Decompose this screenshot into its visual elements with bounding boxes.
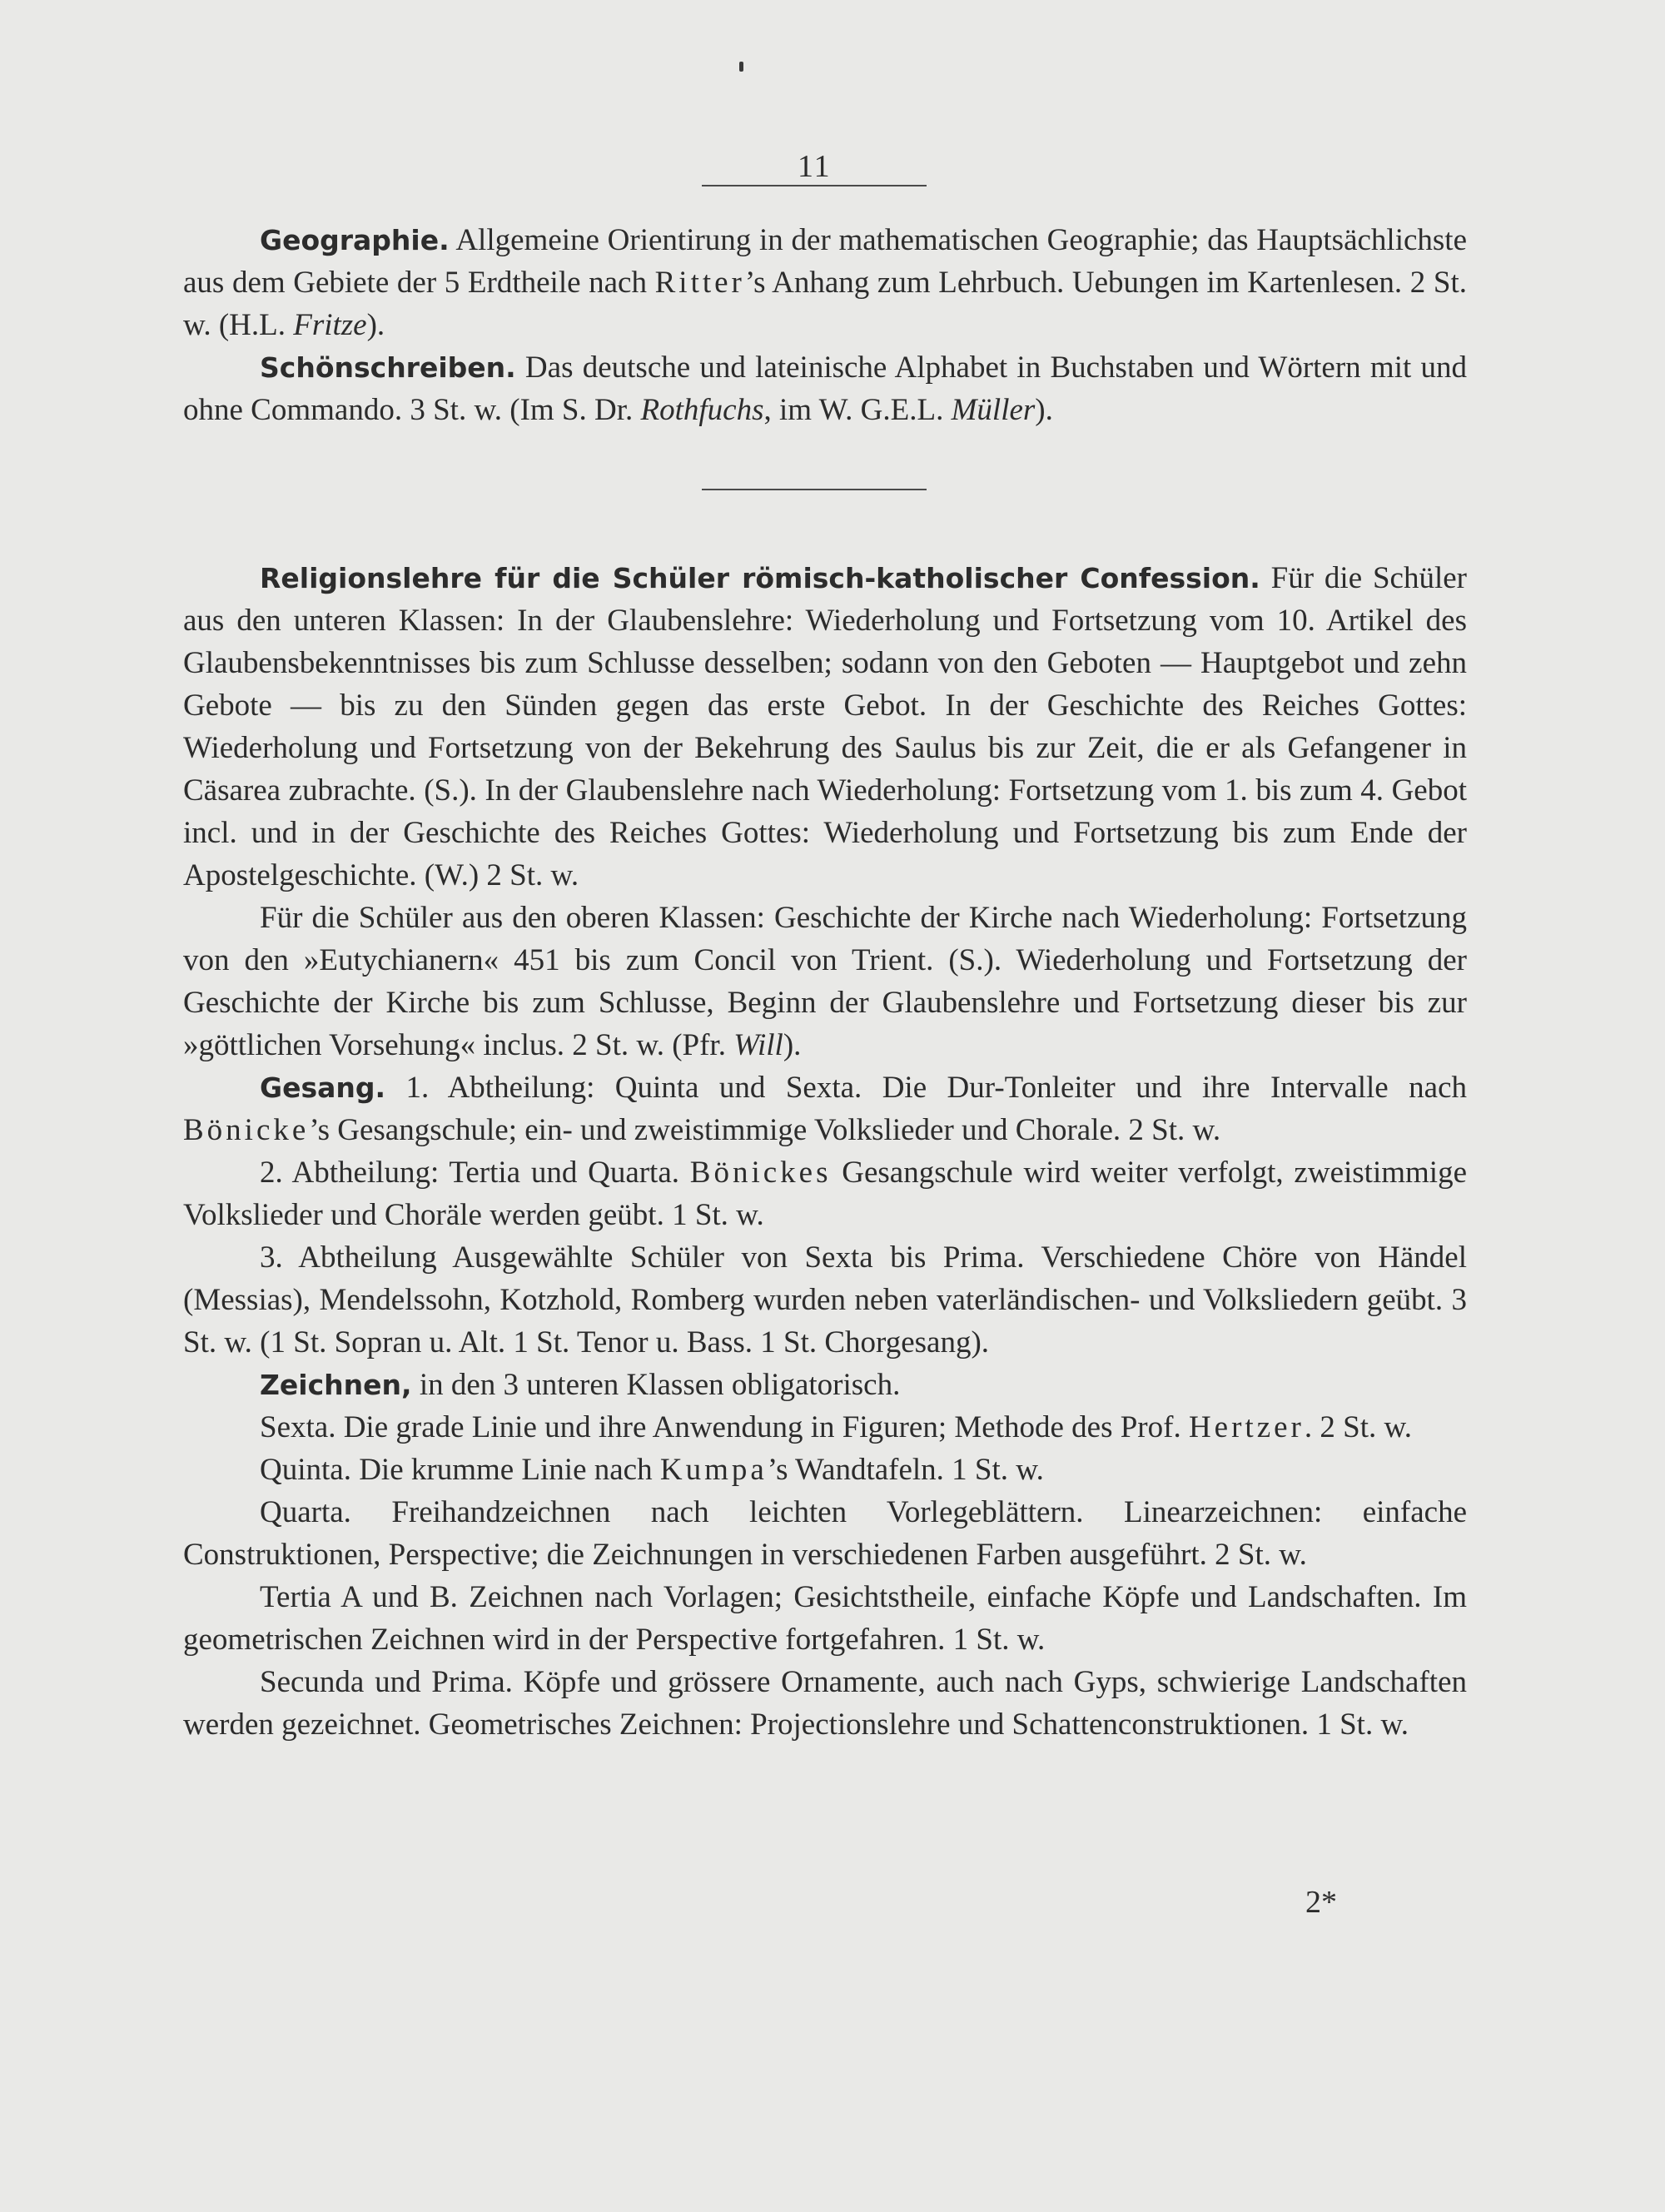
heading-religion: Religionslehre für die Schüler römisch-katholischer Confession. [260, 562, 1260, 594]
paragraph-religion-lower: Religionslehre für die Schüler römisch-katholischer Confession. Für die Schüler aus den unteren Klassen: In der Glaubenslehre: Wiederholung und Fortsetzung vom 10. Artikel des Glaubensbekenntnisses bis zum Schlusse desselben; sodann von den Geboten — Hauptgebot und zehn Gebote — bis zu den Sünden gegen das erste Gebot. In der Geschichte des Reiches Gottes: Wiederholung und Fortsetzung von der Bekehrung des Saulus bis zur Zeit, die er als Gefangener in Cäsarea zubrachte. (S.). In der Glaubenslehre nach Wiederholung: Fortsetzung vom 1. bis zum 4. Gebot incl. und in der Geschichte des Reiches Gottes: Wiederholung und Fortsetzung bis zum Ende der Apostelgeschichte. (W.) 2 St. w. [183, 561, 1467, 892]
header-rule [702, 185, 927, 186]
paragraph-zeichnen-secunda: Secunda und Prima. Köpfe und grössere Ornamente, auch nach Gyps, schwierige Landschaften werden gezeichnet. Geometrisches Zeichnen: Projectionslehre und Schattenconstruktionen. 1 St. w. [183, 1665, 1467, 1742]
teacher-name: Fritze [293, 308, 367, 342]
paragraph-gesang-2: 2. Abtheilung: Tertia und Quarta. Bönickes Gesangschule wird weiter verfolgt, zweistimmige Volkslieder und Choräle werden geübt. 1 St. w. [183, 1156, 1467, 1232]
teacher-name: Rothfuchs [640, 393, 764, 427]
heading-zeichnen: Zeichnen, [260, 1369, 412, 1401]
paragraph-geographie: Geographie. Allgemeine Orientirung in der mathematischen Geographie; das Hauptsächlichste aus dem Gebiete der 5 Erdtheile nach Ritter’s Anhang zum Lehrbuch. Uebungen im Kartenlesen. 2 St. w. (H.L. Fritze). [183, 223, 1468, 342]
ink-speck [739, 62, 743, 72]
paragraph-schoenschreiben: Schönschreiben. Das deutsche und lateinische Alphabet in Buchstaben und Wörtern mit und ohne Commando. 3 St. w. (Im S. Dr. Rothfuchs, im W. G.E.L. Müller). [183, 350, 1467, 427]
paragraph-zeichnen-sexta: Sexta. Die grade Linie und ihre Anwendung in Figuren; Methode des Prof. Hertzer. 2 St. w. [260, 1410, 1413, 1444]
paragraph-gesang-1: Gesang. 1. Abtheilung: Quinta und Sexta. Die Dur-Tonleiter und ihre Intervalle nach Bönicke’s Gesangschule; ein- und zweistimmige Volkslieder und Chorale. 2 St. w. [183, 1071, 1467, 1147]
teacher-name: Müller [951, 393, 1036, 427]
paragraph-zeichnen-tertia: Tertia A und B. Zeichnen nach Vorlagen; Gesichtstheile, einfache Köpfe und Landschaften. Im geometrischen Zeichnen wird in der Perspective fortgefahren. 1 St. w. [183, 1580, 1467, 1657]
section-religion-gesang-zeichnen [183, 557, 1467, 1746]
heading-gesang: Gesang. [260, 1071, 386, 1104]
paragraph-zeichnen: Zeichnen, in den 3 unteren Klassen obligatorisch. [260, 1368, 901, 1402]
signature-mark: 2* [1305, 1885, 1337, 1920]
paragraph-zeichnen-quinta: Quinta. Die krumme Linie nach Kumpa’s Wandtafeln. 1 St. w. [260, 1453, 1044, 1487]
paragraph-zeichnen-quarta: Quarta. Freihandzeichnen nach leichten Vorlegeblättern. Linearzeichnen: einfache Construktionen, Perspective; die Zeichnungen in verschiedenen Farben ausgeführt. 2 St. w. [183, 1495, 1467, 1572]
paragraph-religion-upper: Für die Schüler aus den oberen Klassen: Geschichte der Kirche nach Wiederholung: Fortsetzung von den »Eutychianern« 451 bis zum Concil von Trient. (S.). Wiederholung und Fortsetzung der Geschichte der Kirche bis zum Schlusse, Beginn der Glaubenslehre und Fortsetzung dieser bis zur »göttlichen Vorsehung« inclus. 2 St. w. (Pfr. Will). [183, 901, 1467, 1062]
page-number: 11 [798, 149, 832, 184]
heading-schoenschreiben: Schönschreiben. [260, 351, 516, 384]
heading-geographie: Geographie. [260, 224, 450, 256]
paragraph-gesang-3: 3. Abtheilung Ausgewählte Schüler von Sexta bis Prima. Verschiedene Chöre von Händel (Messias), Mendelssohn, Kotzhold, Romberg wurden neben vaterländischen- und Volksliedern geübt. 3 St. w. (1 St. Sopran u. Alt. 1 St. Tenor u. Bass. 1 St. Chorgesang). [183, 1240, 1467, 1360]
section-geography-writing [183, 219, 1467, 431]
section-rule [702, 489, 927, 490]
teacher-name: Will [733, 1028, 783, 1062]
